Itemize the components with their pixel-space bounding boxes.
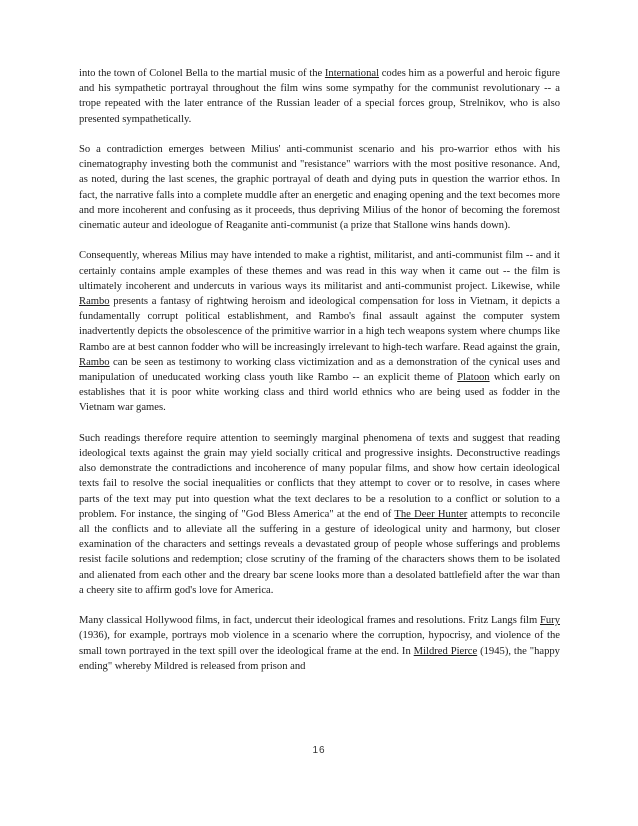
paragraph-text: which early on establishes that it is poor white working class and third world ethnics who are being used as fodder in the Vietnam war games. [79,372,560,414]
paragraph-text: Consequently, whereas Milius may have intended to make a rightist, militarist, and anti-communist film -- and it certainly contains ample examples of these themes and was read in this way when it came out -- the film is ultimately incoherent and undercuts in various ways its militarist and anti-communist project. Likewise, while [79,250,560,292]
paragraph [79,431,560,598]
film-title: Rambo [79,296,110,308]
paragraph-text: into the town of Colonel Bella to the martial music of the [79,68,325,79]
film-title: Platoon [457,372,490,384]
paragraph-text: can be seen as testimony to working class victimization and as a demonstration of the cynical uses and manipulation of uneducated working class youth like Rambo -- an explicit theme of [79,356,560,384]
paragraph [79,613,560,674]
paragraph-text: Many classical Hollywood films, in fact, undercut their ideological frames and resolutions. Fritz Langs film [79,615,540,627]
paragraph [79,248,560,415]
paragraph [79,66,560,127]
paragraph-text: codes him as a powerful and heroic figure and his sympathetic portrayal throughout the film wins some sympathy for the communist revolutionary -- a trope repeated with the later entrance of the Russian leader of a special forces group, Strelnikov, who is also presented sympathetically. [79,68,560,125]
film-title: Rambo [79,356,110,368]
paragraph-text: (1945), the "happy ending" whereby Mildred is released from prison and [79,645,560,672]
page-number: 16 [312,745,326,756]
film-title: The Deer Hunter [394,508,468,520]
paragraph-text: Such readings therefore require attention to seemingly marginal phenomena of texts and suggest that reading ideological texts against the grain may yield socially critical and progressive insights. Deconstructive readings also demonstrate the contradictions and incoherence of many popular films, and show how certain ideological texts fail to resolve the social inequalities or conflicts that they attempt to cover or to resolve, in cases where parts of the text may put into question what the text declares to be a resolution to a conflict or solution to a problem. For instance, the singing of "God Bless America" at the end of [79,432,560,520]
film-title: International [324,68,380,79]
film-title: Mildred Pierce [413,645,478,657]
paragraph-text: attempts to reconcile all the conflicts and to alleviate all the suffering in a gesture of ideological unity and harmony, but closer examination of the characters and settings reveals a devastated group of people whose sufferings and problems resist facile solutions and redemption; close scrutiny of the framing of the characters shows them to be isolated and alienated from each other and the dreary bar scene looks more than a desolated battlefield after the war than a cheery site to affirm god's love for America. [79,508,560,596]
paragraph-text: (1936), for example, portrays mob violence in a scenario where the corruption, hypocrisy, and violence of the small town portrayed in the text spill over the ideological frame at the end. In [79,630,560,657]
paragraph [79,142,560,233]
film-title: Fury [539,615,560,627]
paragraph-text: So a contradiction emerges between Milius' anti-communist scenario and his pro-warrior ethos with his cinematography investing both the communist and "resistance" warriors with the most positive resonance. And, as noted, during the last scenes, the graphic portrayal of death and dying puts in question the warrior ethos. In fact, the narrative falls into a complete muddle after an energetic and enaging opening and the text becomes more and more incoherent and confusing as it proceeds, thus depriving Milius of the honor of becoming the foremost cinematic auteur and ideologue of Reaganite anti-communist (a prize that Stallone wins hands down). [79,144,560,232]
body-text [79,66,560,689]
paragraph-text: presents a fantasy of rightwing heroism and ideological compensation for loss in Vietnam, it depicts a fundamentally corrupt political establishment, and Rambo's final assault against the computer system inadvertently depicts the obsolescence of the primitive warrior in a high tech weapons system where chumps like Rambo are at best cannon fodder who will be increasingly irrelevant to high-tech warfare. Read against the grain, [79,296,560,353]
